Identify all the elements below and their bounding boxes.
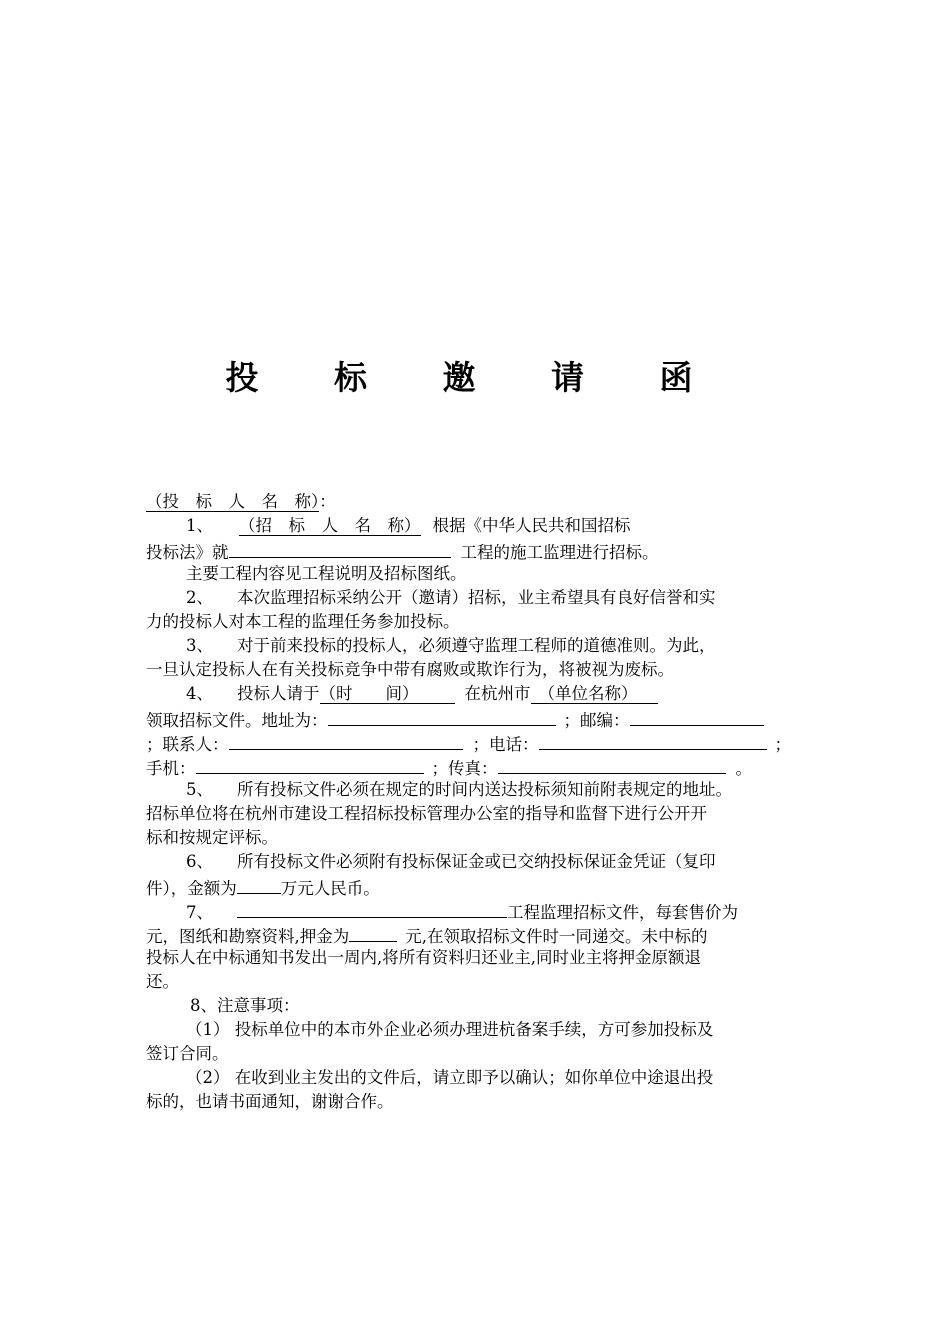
unit-name-blank[interactable]: （单位名称） (531, 684, 658, 704)
salutation: （投 标 人 名 称）： (146, 492, 336, 511)
paragraph-4: 4、 投标人请于（时 间） 在杭州市 （单位名称） (146, 682, 812, 706)
note-2: （2） 在收到业主发出的文件后，请立即予以确认；如你单位中途退出投 (186, 1068, 714, 1087)
project-name-blank[interactable] (229, 538, 451, 558)
contact-person-blank[interactable] (229, 730, 463, 750)
paragraph-3: 3、 对于前来投标的投标人，必须遵守监理工程师的道德准则。为此， (186, 636, 716, 655)
paragraph-1: 1、 （招 标 人 名 称） 根据《中华人民共和国招标 (186, 516, 631, 535)
page-title: 投 标 邀 请 函 (225, 358, 725, 397)
paragraph-5: 5、 所有投标文件必须在规定的时间内送达投标须知前附表规定的地址。 (186, 780, 732, 799)
note-1: （1） 投标单位中的本市外企业必须办理进杭备案手续，方可参加投标及 (186, 1020, 714, 1039)
tenderer-name-blank[interactable]: （招 标 人 名 称） (239, 516, 421, 535)
paragraph-6: 6、 所有投标文件必须附有投标保证金或已交纳投标保证金凭证（复印 (186, 852, 716, 871)
paragraph-2: 2、 本次监理招标采纳公开（邀请）招标，业主希望具有良好信誉和实 (186, 588, 716, 607)
deposit-amount-blank[interactable] (237, 874, 281, 894)
paragraph-7: 7、 工程监理招标文件，每套售价为 (146, 898, 812, 922)
paragraph-1b: 主要工程内容见工程说明及招标图纸。 (186, 564, 467, 583)
project-doc-name-blank[interactable] (237, 898, 507, 918)
letter-body: （投 标 人 名 称）： 1、 （招 标 人 名 称） 根据《中华人民共和国招标 投标法》就 工程的施工监理进行招标。 主要工程内容见工程说明及招标图纸。 2、 本次监理招标采纳公开（邀请）招标，业主希望具有良好信誉和实 力的投标人对本工程的监理任务参加投标。 3、 对于前来投标的投标人，必须遵守监理工程师的道德准则。为此， 一旦认定投标人在有关投标竞争中带有腐败或欺诈行为，将被视为废标。 4、 投标人请于（时 间） 在杭州市 （单位名称） 领取招标文件。地址为： ；邮编： ；联系人： ；电话： ； 手机： ；传真： 。 5、 所有投标文件必须在规定的时间内送达投标须知前附表规定的地址。 招标单位将在杭州市建设工程招标投标管理办公室的指导和监督下进行公开开 标和按规定评标。 6、 所有投标文件必须附有投标保证金或已交纳投标保证金凭证（复印 件），金额为 万元人民币。 7、 工程监理招标文件，每套售价为 元，图纸和勘察资料,押金为 元,在领取招标文件时一同递交。未中标的 投标人在中标通知书发出一周内,将所有资料归还业主,同时业主将押金原额退 还。 8、注意事项： （1） 投标单位中的本市外企业必须办理进杭备案手续，方可参加投标及 签订合同。 （2） 在收到业主发出的文件后，请立即予以确认；如你单位中途退出投 标的，也请书面通知，谢谢合作。 (146, 490, 812, 1114)
paragraph-8-heading: 8、注意事项： (190, 996, 300, 1015)
address-blank[interactable] (328, 706, 556, 726)
phone-blank[interactable] (539, 730, 767, 750)
postcode-blank[interactable] (630, 706, 764, 726)
mobile-blank[interactable] (196, 754, 424, 774)
bidder-name-blank[interactable]: （投 标 人 名 称） (146, 492, 320, 511)
fax-blank[interactable] (498, 754, 726, 774)
time-blank[interactable]: （时 间） (320, 684, 455, 704)
drawing-deposit-blank[interactable] (349, 922, 397, 942)
